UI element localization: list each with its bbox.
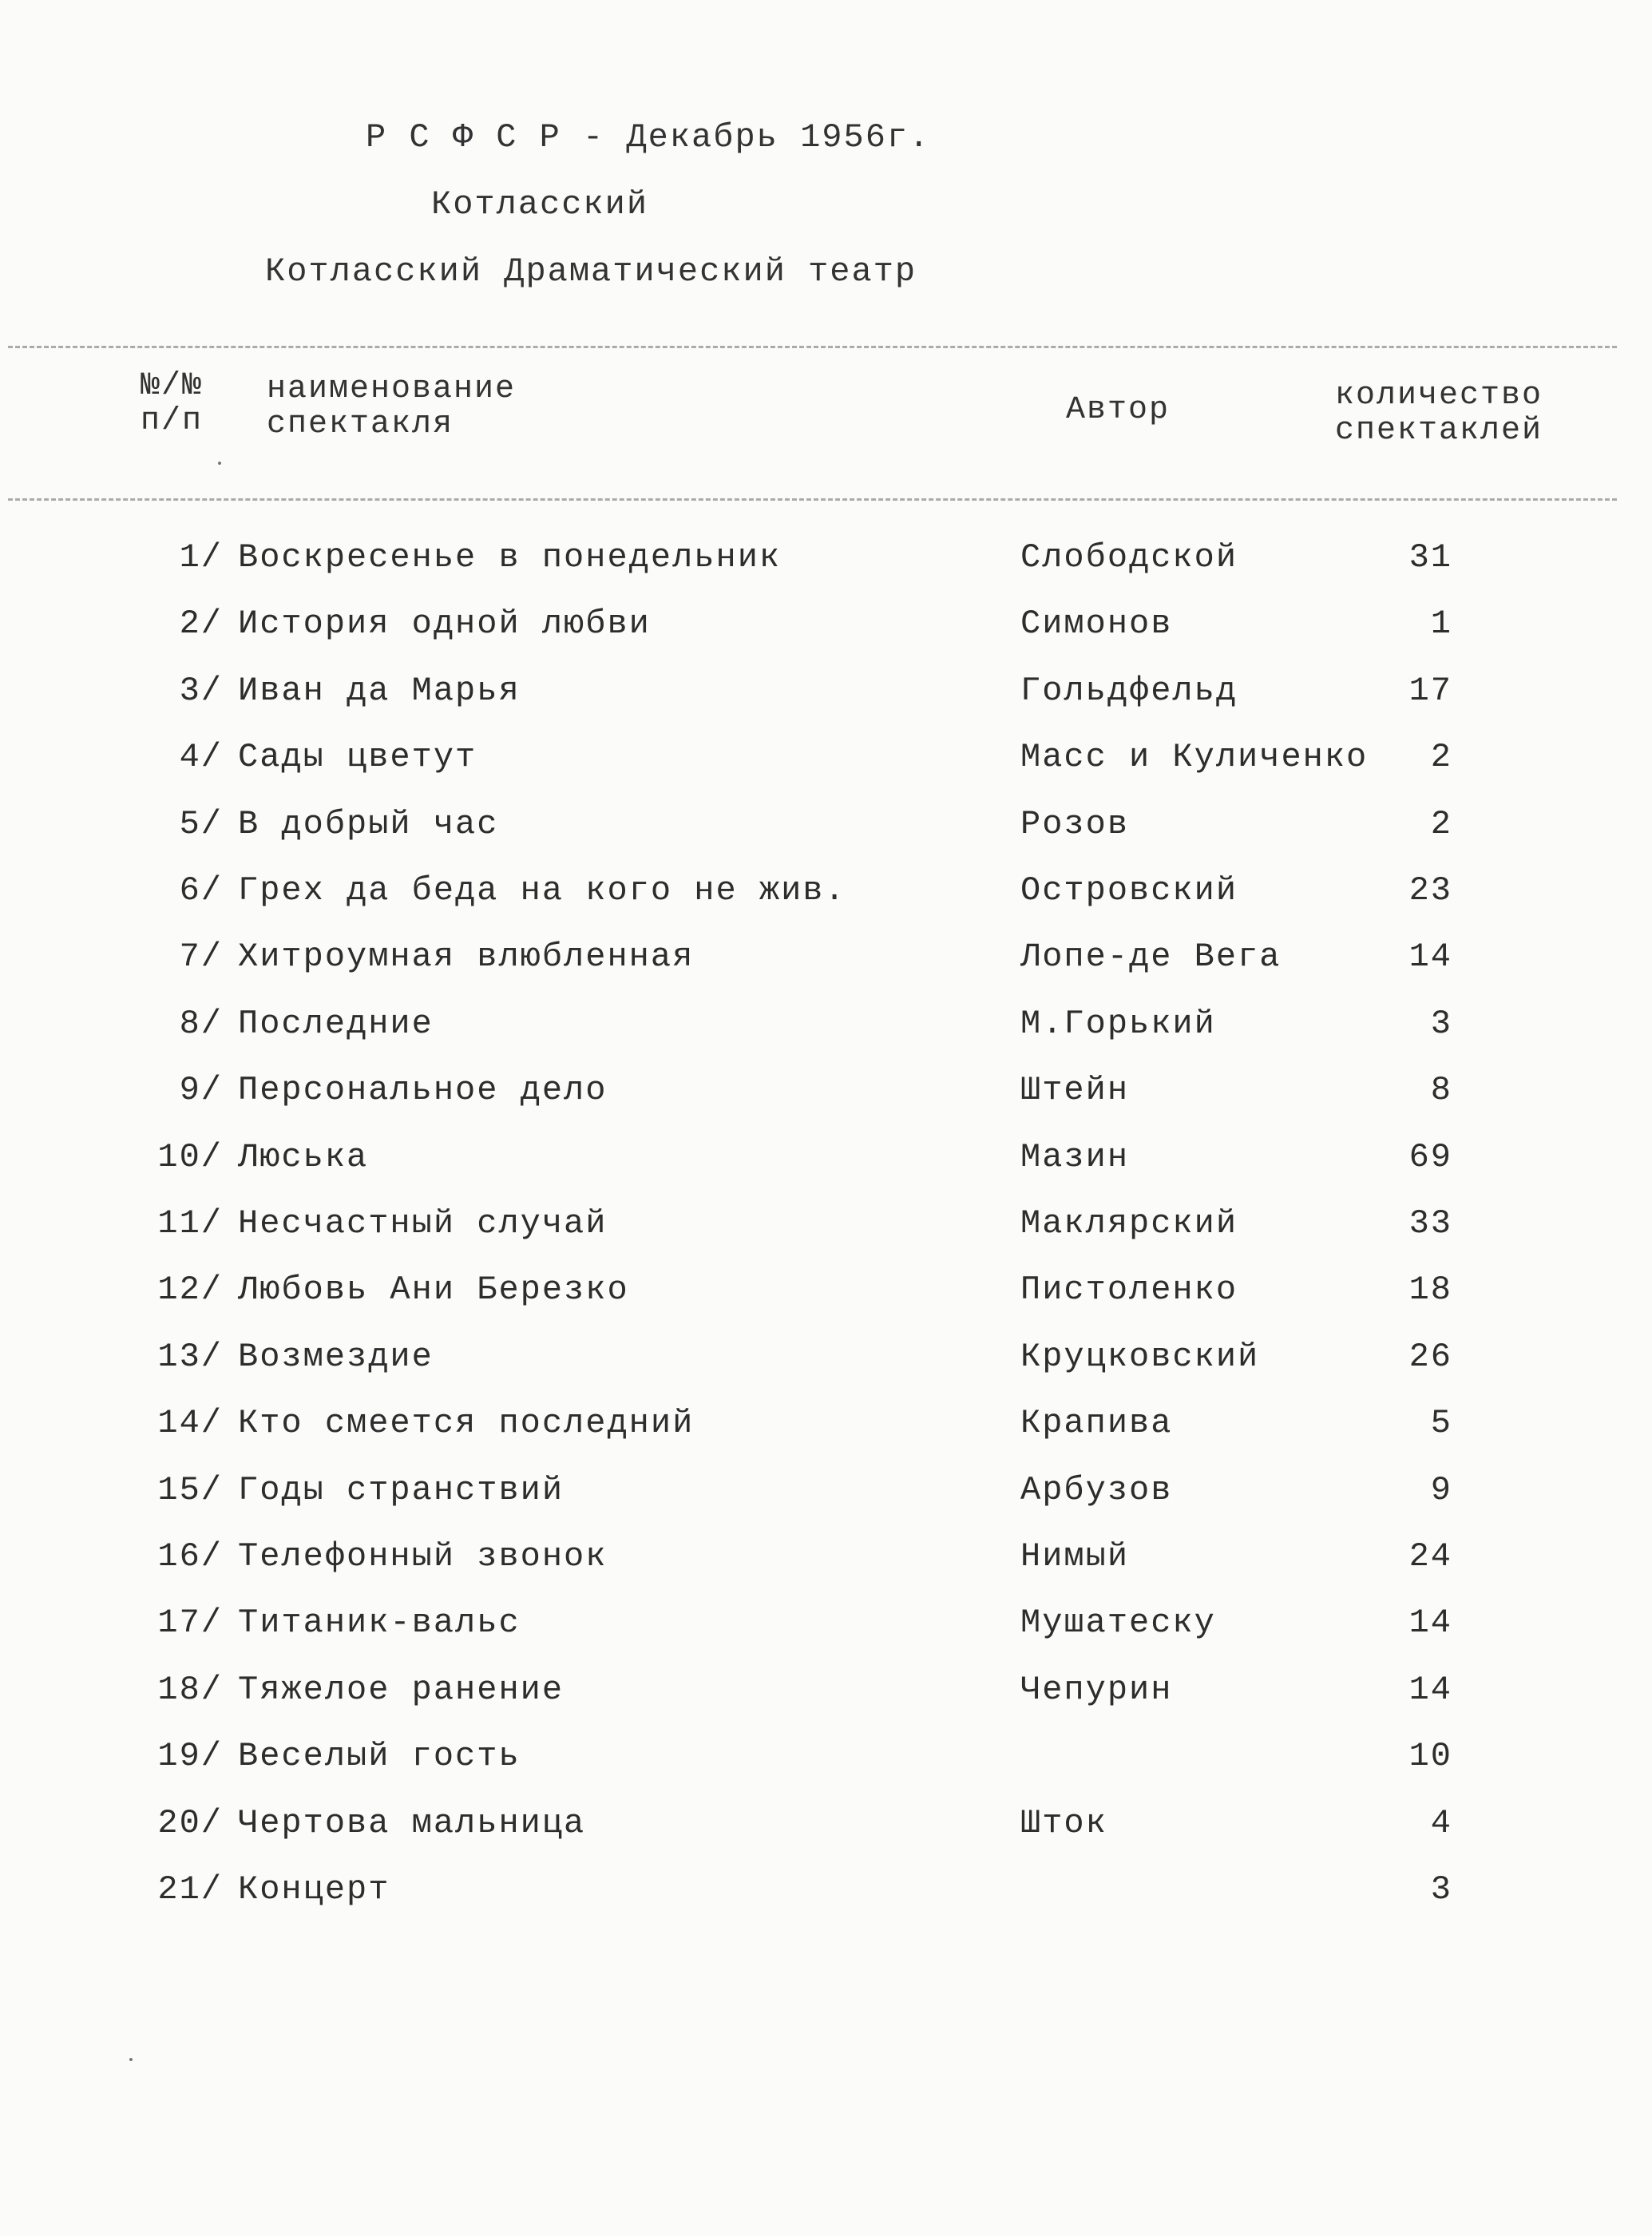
row-author: Пистоленко bbox=[1020, 1271, 1238, 1310]
row-title: Титаник-вальс bbox=[238, 1604, 521, 1643]
table-row bbox=[0, 1732, 1652, 1780]
table-row bbox=[0, 1532, 1652, 1580]
table-row bbox=[0, 866, 1652, 914]
top-divider bbox=[8, 346, 1617, 348]
row-title: Люська bbox=[238, 1137, 369, 1176]
column-header-number-line1: №/№ bbox=[141, 368, 204, 404]
header-republic-date: Р С Ф С Р - Декабрь 1956г. bbox=[366, 118, 931, 157]
row-title: Кто смеется последний bbox=[238, 1404, 695, 1443]
table-row bbox=[0, 933, 1652, 981]
stray-mark bbox=[218, 462, 221, 465]
row-author: Розов bbox=[1020, 804, 1130, 843]
row-count: 1 bbox=[1430, 605, 1452, 644]
row-title: Сады цветут bbox=[238, 738, 477, 777]
header-city: Котласский bbox=[431, 185, 649, 224]
row-author: Симонов bbox=[1020, 605, 1173, 644]
row-title: Любовь Ани Березко bbox=[238, 1271, 629, 1310]
column-header-count-line1: количество bbox=[1335, 378, 1543, 414]
column-header-number bbox=[141, 369, 203, 439]
row-count: 24 bbox=[1408, 1537, 1452, 1576]
row-count: 69 bbox=[1408, 1137, 1452, 1176]
table-row bbox=[0, 1466, 1652, 1514]
row-author: Арбузов bbox=[1020, 1470, 1173, 1509]
row-count: 8 bbox=[1430, 1071, 1452, 1110]
row-number: 17/ bbox=[157, 1604, 223, 1643]
column-header-count bbox=[1335, 379, 1543, 449]
row-number: 9/ bbox=[179, 1071, 223, 1110]
row-count: 14 bbox=[1408, 938, 1452, 977]
row-number: 10/ bbox=[157, 1137, 223, 1176]
table-row bbox=[0, 1266, 1652, 1314]
row-title: Хитроумная влюбленная bbox=[238, 938, 695, 977]
row-count: 5 bbox=[1430, 1404, 1452, 1443]
row-author: М.Горький bbox=[1020, 1004, 1216, 1043]
row-author: Гольдфельд bbox=[1020, 671, 1238, 710]
column-header-title-line1: наименование bbox=[267, 371, 517, 407]
row-author: Масс и Куличенко bbox=[1020, 738, 1369, 777]
row-title: Телефонный звонок bbox=[238, 1537, 608, 1576]
row-title: Несчастный случай bbox=[238, 1204, 608, 1243]
row-count: 2 bbox=[1430, 738, 1452, 777]
table-row bbox=[0, 1599, 1652, 1647]
row-number: 8/ bbox=[179, 1004, 223, 1043]
row-number: 13/ bbox=[157, 1337, 223, 1376]
table-row bbox=[0, 733, 1652, 781]
column-header-title bbox=[267, 372, 516, 442]
row-number: 18/ bbox=[157, 1670, 223, 1709]
row-author: Чепурин bbox=[1020, 1670, 1173, 1709]
row-title: Годы странствий bbox=[238, 1470, 565, 1509]
row-author: Крапива bbox=[1020, 1404, 1173, 1443]
column-header-count-line2: спектаклей bbox=[1335, 413, 1543, 449]
row-count: 3 bbox=[1430, 1870, 1452, 1909]
table-row bbox=[0, 1799, 1652, 1847]
row-author: Островский bbox=[1020, 871, 1238, 910]
table-row bbox=[0, 1399, 1652, 1447]
row-count: 9 bbox=[1430, 1470, 1452, 1509]
table-row bbox=[0, 1199, 1652, 1247]
row-number: 19/ bbox=[157, 1737, 223, 1776]
row-number: 20/ bbox=[157, 1803, 223, 1842]
row-count: 26 bbox=[1408, 1337, 1452, 1376]
row-number: 16/ bbox=[157, 1537, 223, 1576]
row-number: 11/ bbox=[157, 1204, 223, 1243]
stray-mark bbox=[129, 2058, 133, 2061]
row-number: 5/ bbox=[179, 804, 223, 843]
row-title: Последние bbox=[238, 1004, 434, 1043]
row-author: Слободской bbox=[1020, 538, 1238, 577]
row-number: 7/ bbox=[179, 938, 223, 977]
row-number: 3/ bbox=[179, 671, 223, 710]
table-row bbox=[0, 533, 1652, 581]
row-title: Воскресенье в понедельник bbox=[238, 538, 782, 577]
row-number: 12/ bbox=[157, 1271, 223, 1310]
table-row bbox=[0, 667, 1652, 715]
row-author: Нимый bbox=[1020, 1537, 1130, 1576]
row-title: Возмездие bbox=[238, 1337, 434, 1376]
row-author: Круцковский bbox=[1020, 1337, 1260, 1376]
row-number: 14/ bbox=[157, 1404, 223, 1443]
row-author: Мазин bbox=[1020, 1137, 1130, 1176]
row-count: 33 bbox=[1408, 1204, 1452, 1243]
table-row bbox=[0, 1133, 1652, 1181]
row-number: 6/ bbox=[179, 871, 223, 910]
table-row bbox=[0, 600, 1652, 648]
row-author: Шток bbox=[1020, 1803, 1107, 1842]
row-title: История одной любви bbox=[238, 605, 651, 644]
table-row bbox=[0, 1333, 1652, 1381]
row-title: Чертова мальница bbox=[238, 1803, 586, 1842]
table-row bbox=[0, 1066, 1652, 1114]
row-count: 2 bbox=[1430, 804, 1452, 843]
row-count: 4 bbox=[1430, 1803, 1452, 1842]
row-title: Персональное дело bbox=[238, 1071, 608, 1110]
table-row bbox=[0, 1000, 1652, 1048]
row-title: Концерт bbox=[238, 1870, 390, 1909]
row-title: Веселый гость bbox=[238, 1737, 521, 1776]
column-header-title-line2: спектакля bbox=[267, 406, 454, 442]
row-author: Штейн bbox=[1020, 1071, 1130, 1110]
table-row bbox=[0, 800, 1652, 848]
row-author: Маклярский bbox=[1020, 1204, 1238, 1243]
row-author: Лопе-де Вега bbox=[1020, 938, 1282, 977]
column-header-number-line2: п/п bbox=[141, 403, 204, 439]
row-count: 3 bbox=[1430, 1004, 1452, 1043]
row-number: 4/ bbox=[179, 738, 223, 777]
row-number: 1/ bbox=[179, 538, 223, 577]
row-title: Грех да беда на кого не жив. bbox=[238, 871, 846, 910]
row-author: Мушатеску bbox=[1020, 1604, 1216, 1643]
table-row bbox=[0, 1865, 1652, 1913]
row-count: 17 bbox=[1408, 671, 1452, 710]
row-title: Тяжелое ранение bbox=[238, 1670, 565, 1709]
bottom-divider bbox=[8, 498, 1617, 501]
header-theatre-name: Котласский Драматический театр bbox=[265, 252, 917, 291]
table-row bbox=[0, 1666, 1652, 1714]
row-count: 14 bbox=[1408, 1604, 1452, 1643]
row-count: 14 bbox=[1408, 1670, 1452, 1709]
row-number: 21/ bbox=[157, 1870, 223, 1909]
row-title: В добрый час bbox=[238, 804, 499, 843]
row-number: 15/ bbox=[157, 1470, 223, 1509]
row-title: Иван да Марья bbox=[238, 671, 521, 710]
row-count: 10 bbox=[1408, 1737, 1452, 1776]
row-count: 31 bbox=[1408, 538, 1452, 577]
row-number: 2/ bbox=[179, 605, 223, 644]
row-count: 23 bbox=[1408, 871, 1452, 910]
column-header-author: Автор bbox=[1066, 392, 1171, 428]
row-count: 18 bbox=[1408, 1271, 1452, 1310]
